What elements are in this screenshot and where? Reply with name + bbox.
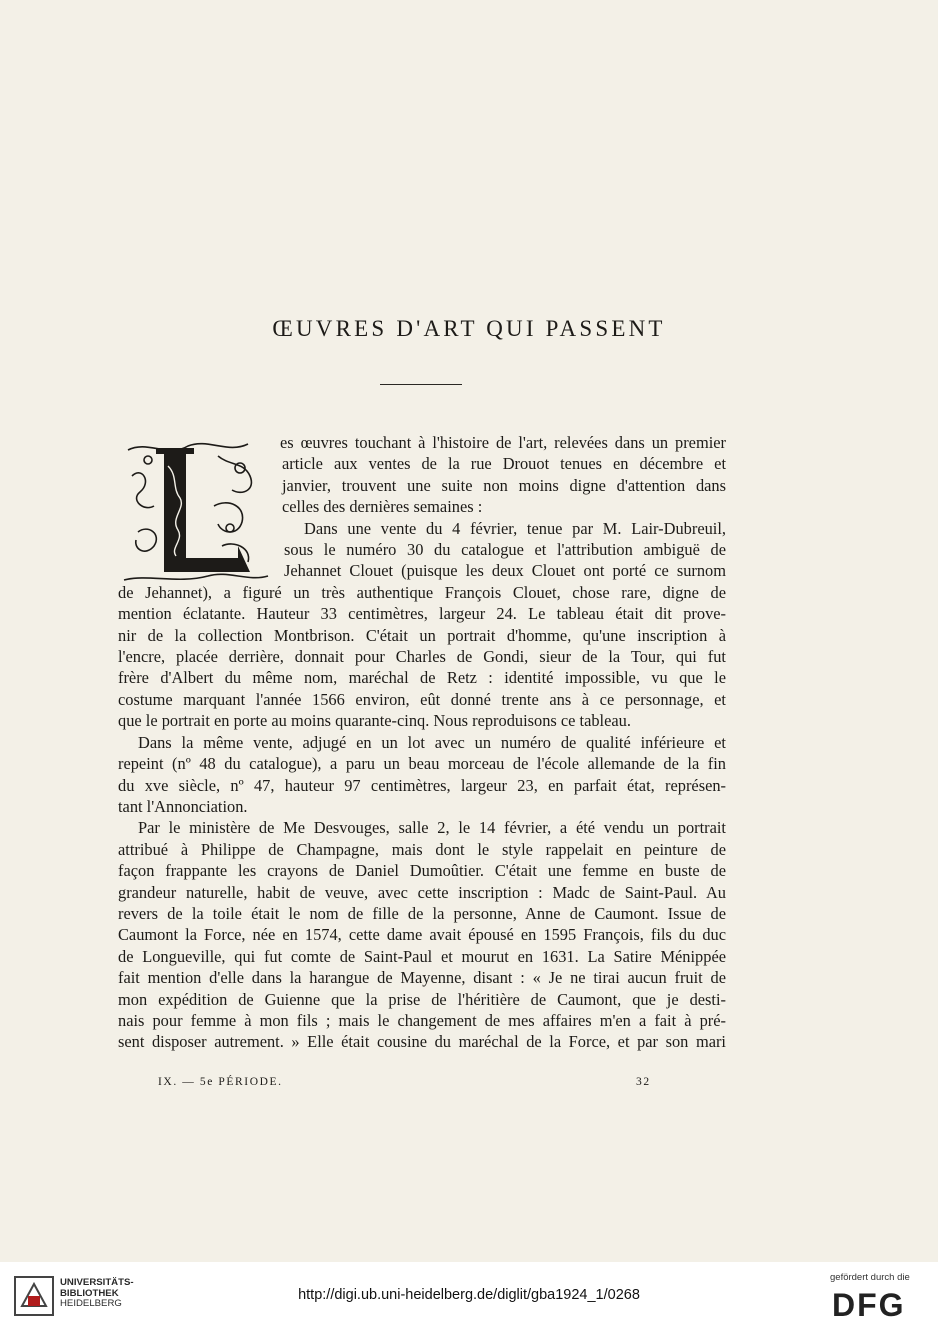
text-line: fait mention d'elle dans la harangue de Mayenne, disant : « Je ne tirai aucun fruit de	[118, 968, 726, 988]
text-line: attribué à Philippe de Champagne, mais dont le style rappelait en peinture de	[118, 839, 726, 859]
text-line: nir de la collection Montbrison. C'était un portrait d'homme, qu'une inscription à	[118, 625, 726, 645]
permalink-url[interactable]: http://digi.ub.uni-heidelberg.de/diglit/gba1924_1/0268	[298, 1287, 640, 1303]
library-name-line: UNIVERSITÄTS-	[60, 1277, 134, 1288]
text-line: mention éclatante. Hauteur 33 centimètres, largeur 24. Le tableau était dit prove-	[118, 604, 726, 624]
dfg-logo: DFG	[832, 1287, 906, 1323]
text-line: l'encre, placée derrière, donnait pour Charles de Gondi, sieur de la Tour, qui fut	[118, 647, 726, 667]
article-body	[118, 432, 726, 1053]
library-name-line: HEIDELBERG	[60, 1298, 122, 1310]
running-footer-left: IX. — 5e PÉRIODE.	[158, 1076, 283, 1088]
text-line: grandeur naturelle, habit de veuve, avec cette inscription : Madc de Saint-Paul. Au	[118, 882, 726, 902]
text-line: tant l'Annonciation.	[118, 796, 248, 816]
text-line: frère d'Albert du même nom, maréchal de Retz : identité impossible, vu que le	[118, 668, 726, 688]
text-line: de Jehannet), a figuré un très authentique François Clouet, chose rare, digne de	[118, 582, 726, 602]
text-line: article aux ventes de la rue Drouot tenues en décembre et	[282, 454, 726, 474]
text-line: nais pour femme à mon fils ; mais le changement de mes affaires m'en a fait à pré-	[118, 1010, 726, 1030]
text-line: celles des dernières semaines :	[282, 497, 483, 517]
text-line: sous le numéro 30 du catalogue et l'attribution ambiguë de	[284, 540, 726, 560]
text-line: costume marquant l'année 1566 environ, eût donné trente ans à ce personnage, et	[118, 689, 726, 709]
text-line: Jehannet Clouet (puisque les deux Clouet ont porté ce surnom	[284, 561, 726, 581]
title-divider	[380, 384, 462, 385]
text-line: de Longueville, qui fut comte de Saint-Paul et mourut en 1631. La Satire Ménippée	[118, 946, 726, 966]
text-line: Dans une vente du 4 février, tenue par M. Lair-Dubreuil,	[304, 518, 726, 538]
text-line: repeint (nº 48 du catalogue), a paru un beau morceau de l'école allemande de la fin	[118, 754, 726, 774]
text-line: Par le ministère de Me Desvouges, salle 2, le 14 février, a été vendu un portrait	[138, 818, 726, 838]
page-number: 32	[636, 1076, 651, 1088]
text-line: janvier, trouvent une suite non moins digne d'attention dans	[282, 475, 726, 495]
sponsor-caption: gefördert durch die	[830, 1272, 910, 1283]
text-line: façon frappante les crayons de Daniel Dumoûtier. C'était une femme en buste de	[118, 861, 726, 881]
text-line: du xve siècle, nº 47, hauteur 97 centimètres, largeur 23, en parfait état, représen-	[118, 775, 726, 795]
text-line: Caumont la Force, née en 1574, cette dame avait épousé en 1595 François, fils du duc	[118, 925, 726, 945]
text-line: Dans la même vente, adjugé en un lot avec un numéro de qualité inférieure et	[138, 732, 726, 752]
text-line: que le portrait en porte au moins quarante-cinq. Nous reproduisons ce tableau.	[118, 711, 631, 731]
article-title: ŒUVRES D'ART QUI PASSENT	[272, 316, 666, 341]
text-line: es œuvres touchant à l'histoire de l'art, relevées dans un premier	[280, 433, 726, 452]
text-line: sent disposer autrement. » Elle était cousine du maréchal de la Force, et par son mari	[118, 1032, 726, 1052]
text-line: revers de la toile était le nom de fille de la personne, Anne de Caumont. Issue de	[118, 903, 726, 923]
text-line: mon expédition de Guienne que la prise de l'héritière de Caumont, que je desti-	[118, 989, 726, 1009]
library-name-line: BIBLIOTHEK	[60, 1287, 119, 1299]
